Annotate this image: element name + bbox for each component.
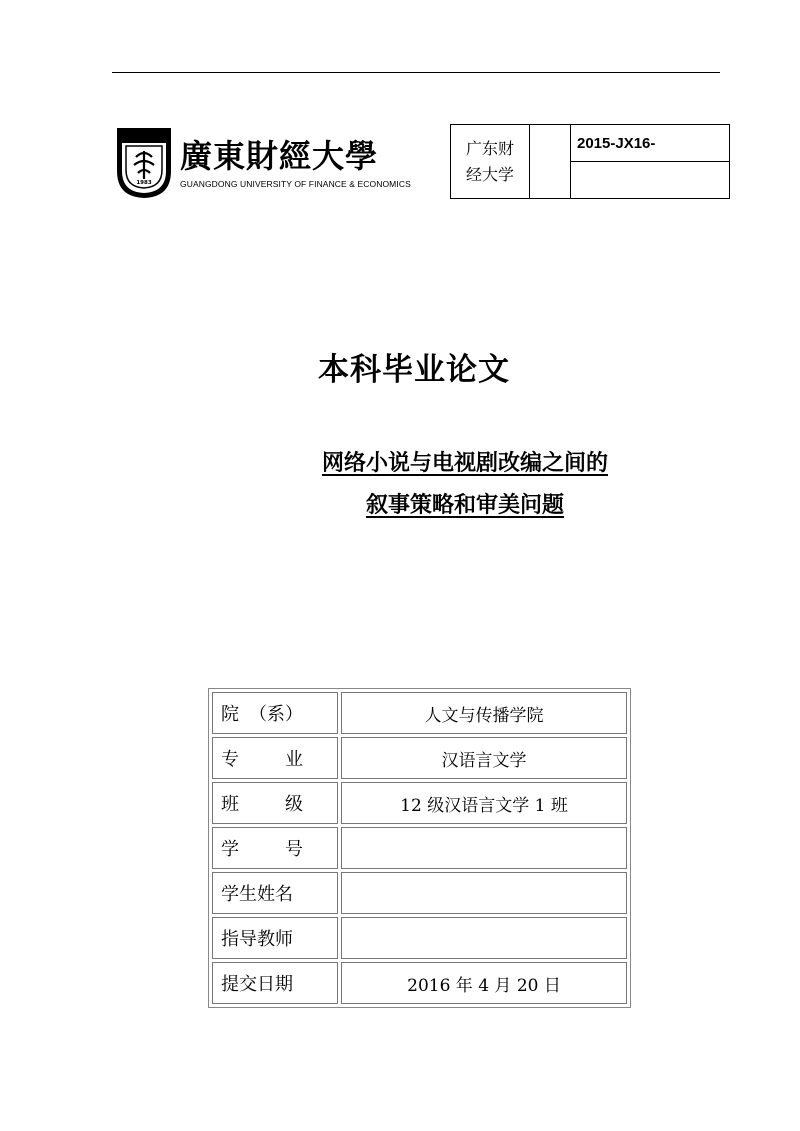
code-box-label [451,125,530,199]
university-name-en: GUANGDONG UNIVERSITY OF FINANCE & ECONOMICS [180,179,411,189]
info-value-class: 12 级汉语言文学 1 班 [341,782,627,824]
info-label-text: 专 业 [221,749,303,770]
info-row-department [212,692,627,734]
university-name-cn: 廣東財經大學 [180,137,379,175]
info-value-submit-date: 2016 年 4 月 20 日 [341,962,627,1004]
student-info-table [208,688,631,1008]
code-box-label-line1: 广东财 [465,138,514,158]
page-title: 本科毕业论文 [318,352,510,388]
info-value-major: 汉语言文学 [341,737,627,779]
info-label-department [212,692,338,734]
thesis-title-line2: 叙事策略和审美问题 [365,493,564,518]
info-value-advisor [341,917,627,959]
info-label-text: 院 （系） [221,704,303,725]
info-row-submit-date [212,962,627,1004]
info-row-class [212,782,627,824]
info-row-student-name [212,872,627,914]
info-label-student-name [212,872,338,914]
info-row-major [212,737,627,779]
info-label-submit-date [212,962,338,1004]
info-label-class [212,782,338,824]
document-code-box [450,124,730,199]
info-value-student-id [341,827,627,869]
thesis-title-line1: 网络小说与电视剧改编之间的 [321,451,608,476]
info-label-student-id [212,827,338,869]
info-value-student-name [341,872,627,914]
thesis-title [306,443,624,527]
info-label-text: 指导教师 [221,929,293,950]
code-box-label-line2: 经大学 [465,164,514,184]
info-label-text: 学生姓名 [221,884,293,905]
info-row-student-id [212,827,627,869]
info-row-advisor [212,917,627,959]
seal-year: 1983 [136,180,152,186]
code-box-blank [530,125,571,199]
header-rule [112,72,720,73]
info-label-text: 学 号 [221,839,303,860]
document-code: 2015-JX16- [571,125,730,162]
document-code-second [571,162,730,199]
info-value-department: 人文与传播学院 [341,692,627,734]
university-logo [116,127,411,199]
info-label-text: 提交日期 [221,974,293,995]
university-seal-icon [116,127,172,199]
info-label-text: 班 级 [221,794,303,815]
info-label-major [212,737,338,779]
info-label-advisor [212,917,338,959]
